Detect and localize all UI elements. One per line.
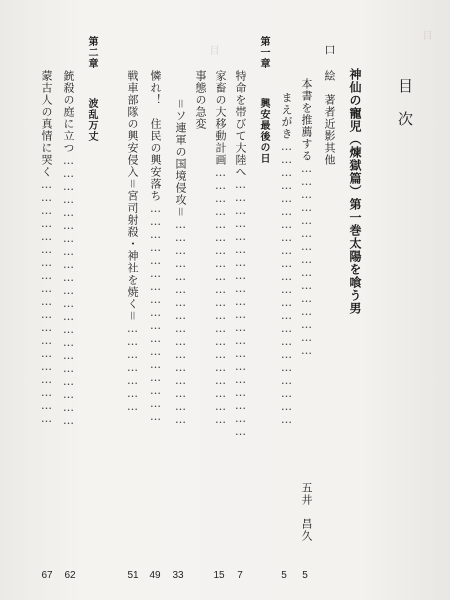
dot-leader: ………………………………………………………… [280,140,293,426]
entry-text: まえがき [280,92,293,140]
book-title: 神仙の寵児（煉獄篇）第一巻太陽を喰う男 [348,68,362,315]
chapter1-title: 興安最後の日 [258,98,269,164]
show-through-text: 目 [207,45,218,55]
dot-leader: …………………………………………………… [214,166,227,426]
page-number-c2-1: 62 [64,570,76,581]
chapter2-title: 波乱万丈 [86,98,97,142]
chapter1-label: 第一章 [258,36,269,69]
entry-text: 特命を帯びて大陸へ [234,70,247,178]
entry-text: 憐れ！ 住民の興安落ち [149,70,162,202]
toc-entry-c1-3: 事態の急変 [194,70,207,130]
page-number-c2-2: 67 [41,570,53,581]
toc-entry-c1-2 [212,70,228,426]
show-through-text: 目 [420,30,431,40]
toc-entry-c1-5 [147,70,163,423]
toc-entry-c2-1 [60,70,76,427]
chapter2-label: 第二章 [86,36,97,69]
toc-entry-c1-6 [124,70,140,413]
dot-leader: ……………………………………………………… [62,154,75,427]
entry-text: 家畜の大移動計画 [214,70,227,166]
entry-text: ＝ソ連軍の国境侵攻＝ [174,98,187,218]
page-number-preface: 5 [281,570,287,581]
toc-title: 目次 [396,78,414,144]
dot-leader: ………………………………………………… [40,178,53,425]
page-number-c1-3: 33 [172,570,184,581]
page-number-c1-6: 51 [127,570,139,581]
dot-leader: ………………………………………… [174,218,187,426]
page-number-recommend: 5 [302,570,308,581]
entry-text: 蒙古人の真情に哭く [40,70,53,178]
toc-entry-c2-2 [38,70,54,425]
toc-entry-c1-1 [232,70,248,438]
entry-text: 本書を推薦する [300,78,313,162]
dot-leader: ………………… [126,322,139,413]
frontispiece-label: 口 [323,44,336,56]
page-number-c1-5: 49 [149,570,161,581]
page-number-c1-2: 15 [213,570,225,581]
entry-text: 戦車部隊の興安侵入＝宮司射殺・神社を焼く＝ [126,70,139,322]
recommend-author: 五井 昌久 [300,482,313,542]
dot-leader: …………………………………………… [149,202,162,423]
entry-text: 銃殺の庭に立つ [62,70,75,154]
frontispiece-entry: 絵 著者近影其他 [323,70,336,166]
toc-entry-preface [278,92,294,426]
page-number-c1-1: 7 [237,570,243,581]
dot-leader: ……………………………………… [300,162,313,357]
dot-leader: …………………………………………………… [234,178,247,438]
toc-entry-c1-4 [172,98,188,426]
toc-entry-recommend [298,78,314,357]
